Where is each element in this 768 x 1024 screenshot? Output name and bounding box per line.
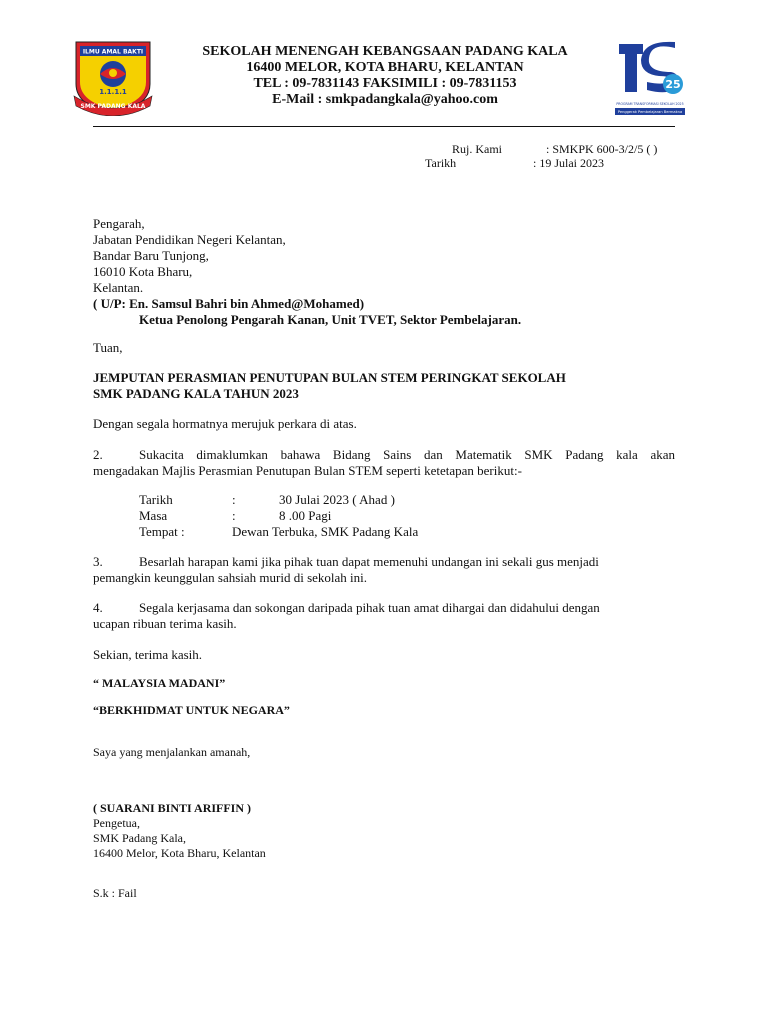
ref-label: Ruj. Kami	[452, 142, 502, 156]
detail-date-label: Tarikh	[139, 492, 173, 507]
subject	[93, 370, 673, 402]
detail-date-colon: :	[232, 492, 236, 507]
crest-number: 1.1.1.1	[99, 88, 127, 96]
detail-place-label: Tempat :	[139, 524, 185, 539]
date-value: : 19 Julai 2023	[533, 156, 604, 170]
subject-line-2: SMK PADANG KALA TAHUN 2023	[93, 386, 299, 401]
ts25-logo	[611, 38, 689, 118]
paragraph-3-number: 3.	[93, 554, 103, 569]
ts25-caption-2: Penggerak Pembelajaran Bermakna	[617, 110, 683, 115]
header-divider	[93, 126, 675, 127]
paragraph-2-line-1: Sukacita dimaklumkan bahawa Bidang Sains dan Matematik SMK Padang kala akan	[139, 447, 675, 462]
paragraph-1: Dengan segala hormatnya merujuk perkara di atas.	[93, 416, 357, 431]
subject-line-1: JEMPUTAN PERASMIAN PENUTUPAN BULAN STEM PERINGKAT SEKOLAH	[93, 370, 566, 385]
closing: Sekian, terima kasih.	[93, 647, 203, 662]
slogan-malaysia-madani: “ MALAYSIA MADANI”	[93, 676, 226, 690]
detail-time-colon: :	[232, 508, 236, 523]
letterhead	[150, 44, 620, 108]
paragraph-4-line-2: ucapan ribuan terima kasih.	[93, 616, 237, 631]
paragraph-2-line-2: mengadakan Majlis Perasmian Penutupan Bulan STEM seperti ketetapan berikut:-	[93, 463, 522, 478]
crest-motto: ILMU AMAL BAKTI	[82, 48, 144, 56]
recipient-position: Ketua Penolong Pengarah Kanan, Unit TVET, Sektor Pembelajaran.	[139, 312, 522, 327]
school-email: E-Mail : smkpadangkala@yahoo.com	[272, 92, 498, 107]
recipient-line-5: Kelantan.	[93, 280, 144, 295]
recipient-attention: ( U/P: En. Samsul Bahri bin Ahmed@Mohamed)	[93, 296, 365, 311]
signatory-line-3: 16400 Melor, Kota Bharu, Kelantan	[93, 846, 266, 860]
school-crest	[70, 36, 156, 116]
salutation: Tuan,	[93, 340, 123, 355]
paragraph-3-line-2: pemangkin keunggulan sahsiah murid di sekolah ini.	[93, 570, 368, 585]
recipient-line-3: Bandar Baru Tunjong,	[93, 248, 209, 263]
paragraph-4-line-1: Segala kerjasama dan sokongan daripada pihak tuan amat dihargai dan didahului dengan	[139, 600, 600, 615]
school-name: SEKOLAH MENENGAH KEBANGSAAN PADANG KALA	[202, 44, 568, 59]
crest-ribbon: SMK PADANG KALA	[80, 103, 146, 110]
ts25-caption-1: PROGRAM TRANSFORMASI SEKOLAH 2025	[616, 102, 684, 106]
date-label: Tarikh	[425, 156, 457, 170]
copy-to: S.k : Fail	[93, 886, 137, 900]
detail-time-label: Masa	[139, 508, 168, 523]
recipient-line-4: 16010 Kota Bharu,	[93, 264, 193, 279]
detail-date-value: 30 Julai 2023 ( Ahad )	[279, 492, 395, 507]
signatory-line-1: Pengetua,	[93, 816, 140, 830]
school-phone-fax: TEL : 09-7831143 FAKSIMILI : 09-7831153	[253, 76, 517, 91]
ref-value: : SMKPK 600-3/2/5 ( )	[546, 142, 658, 156]
paragraph-2	[93, 447, 675, 479]
sign-off: Saya yang menjalankan amanah,	[93, 745, 251, 759]
paragraph-3	[93, 554, 675, 586]
paragraph-4-number: 4.	[93, 600, 103, 615]
signatory-line-2: SMK Padang Kala,	[93, 831, 186, 845]
slogan-berkhidmat: “BERKHIDMAT UNTUK NEGARA”	[93, 703, 290, 717]
recipient-address	[93, 216, 653, 328]
detail-place-value: Dewan Terbuka, SMK Padang Kala	[232, 524, 419, 539]
recipient-line-1: Pengarah,	[93, 216, 145, 231]
school-address: 16400 MELOR, KOTA BHARU, KELANTAN	[246, 60, 524, 75]
paragraph-2-number: 2.	[93, 447, 103, 462]
signatory-name: ( SUARANI BINTI ARIFFIN )	[93, 801, 252, 815]
ts25-number: 25	[665, 78, 681, 91]
paragraph-4	[93, 600, 675, 632]
detail-time-value: 8 .00 Pagi	[279, 508, 332, 523]
paragraph-3-line-1: Besarlah harapan kami jika pihak tuan dapat memenuhi undangan ini sekali gus menjadi	[139, 554, 599, 569]
signatory-block	[93, 801, 493, 861]
recipient-line-2: Jabatan Pendidikan Negeri Kelantan,	[93, 232, 286, 247]
